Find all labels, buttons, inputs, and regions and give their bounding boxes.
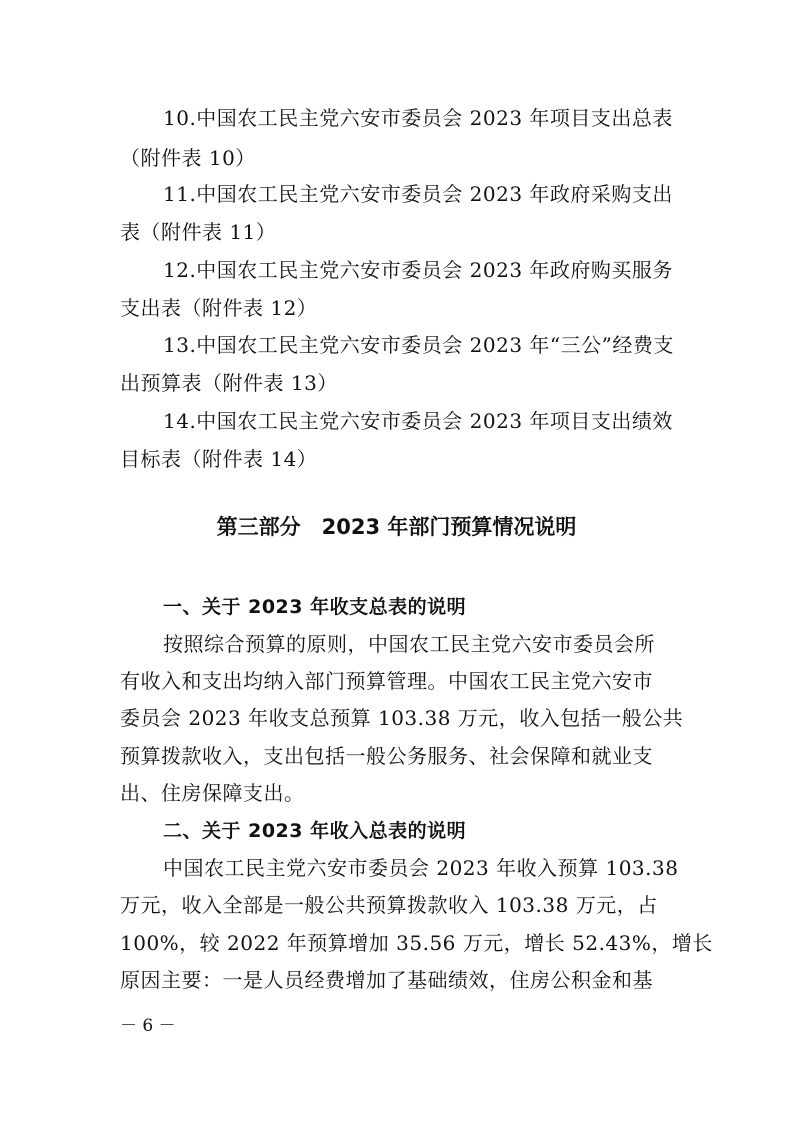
- section-2-line: 原因主要：一是人员经费增加了基础绩效，住房公积金和基: [120, 968, 653, 992]
- attachment-11-line2: 表（附件表 11）: [120, 220, 277, 244]
- section-1-line: 按照综合预算的原则，中国农工民主党六安市委员会所: [163, 632, 655, 656]
- attachment-14-line2: 目标表（附件表 14）: [120, 447, 318, 471]
- attachment-10-line2: （附件表 10）: [120, 146, 256, 170]
- section-1-line: 有收入和支出均纳入部门预算管理。中国农工民主党六安市: [120, 669, 653, 693]
- section-2-line: 万元，收入全部是一般公共预算拨款收入 103.38 万元，占: [120, 893, 658, 917]
- section-1-line: 出、住房保障支出。: [120, 781, 305, 805]
- attachment-11-line1: 11.中国农工民主党六安市委员会 2023 年政府采购支出: [163, 182, 673, 206]
- section-1-heading: 一、关于 2023 年收支总表的说明: [163, 596, 467, 618]
- attachment-12-line1: 12.中国农工民主党六安市委员会 2023 年政府购买服务: [163, 258, 673, 282]
- attachment-13-line1: 13.中国农工民主党六安市委员会 2023 年“三公”经费支: [163, 333, 674, 357]
- section-2-line: 100%，较 2022 年预算增加 35.56 万元，增长 52.43%，增长: [120, 931, 713, 955]
- attachment-13-line2: 出预算表（附件表 13）: [120, 371, 338, 395]
- section-2-line: 中国农工民主党六安市委员会 2023 年收入预算 103.38: [163, 856, 679, 880]
- attachment-12-line2: 支出表（附件表 12）: [120, 296, 318, 320]
- attachment-10-line1: 10.中国农工民主党六安市委员会 2023 年项目支出总表: [163, 106, 673, 130]
- section-1-line: 预算拨款收入，支出包括一般公务服务、社会保障和就业支: [120, 744, 653, 768]
- section-1-line: 委员会 2023 年收支总预算 103.38 万元，收入包括一般公共: [120, 706, 684, 730]
- part-title: 第三部分 2023 年部门预算情况说明: [216, 515, 577, 539]
- page-number: － 6 －: [120, 1016, 176, 1036]
- attachment-14-line1: 14.中国农工民主党六安市委员会 2023 年项目支出绩效: [163, 409, 673, 433]
- section-2-heading: 二、关于 2023 年收入总表的说明: [163, 820, 467, 842]
